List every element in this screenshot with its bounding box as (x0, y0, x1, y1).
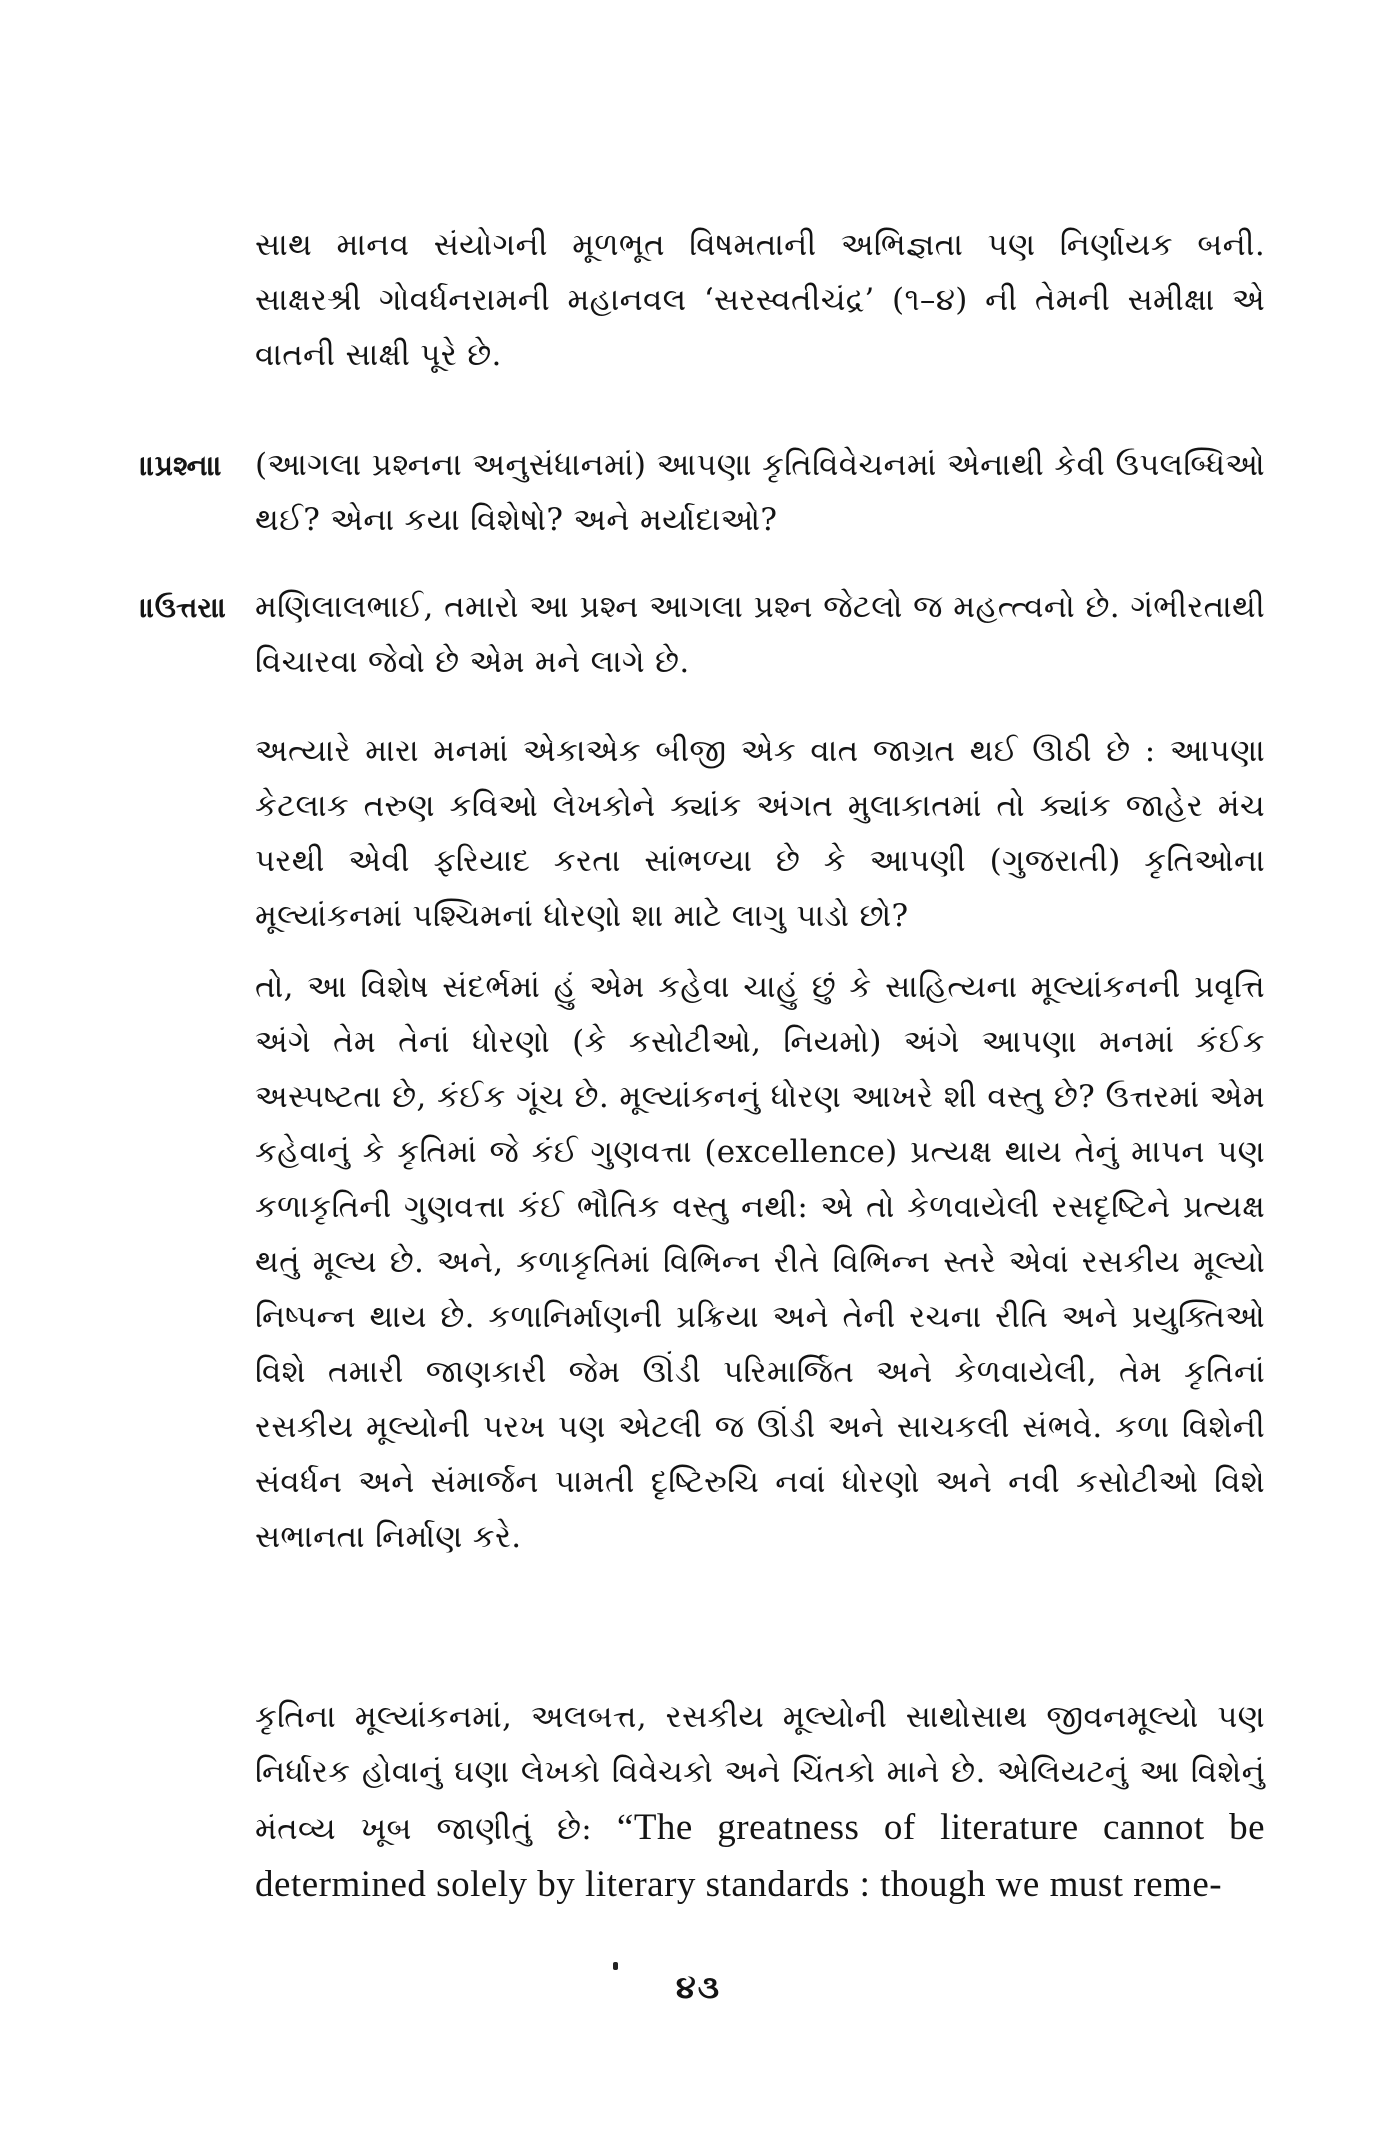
answer-paragraph: મણિલાલભાઈ, તમારો આ પ્રશ્ન આગલા પ્રશ્ન જેટલો જ મહત્ત્વનો છે. ગંભીરતાથી વિચારવા જેવો છે એમ મને લાગે છે. (255, 589, 1265, 680)
paragraph-5 (255, 1690, 1265, 1914)
paragraph-5-gujarati: કૃતિના મૂલ્યાંકનમાં, અલબત્ત, રસકીય મૂલ્યોની સાથોસાથ જીવનમૂલ્યો પણ નિર્ધારક હોવાનું ઘણા લેખકો વિવેચકો અને ચિંતકો માને છે. એલિયટનું આ વિશેનું મંતવ્ય ખૂબ જાણીતું છે: (255, 1699, 1265, 1847)
page-number: ૪૩ (675, 1968, 722, 2006)
paragraph-3: અત્યારે મારા મનમાં એકાએક બીજી એક વાત જાગ્રત થઈ ઊઠી છે : આપણા કેટલાક તરુણ કવિઓ લેખકોને ક્યાંક અંગત મુલાકાતમાં તો ક્યાંક જાહેર મંચ પરથી એવી ફરિયાદ કરતા સાંભળ્યા છે કે આપણી (ગુજરાતી) કૃતિઓના મૂલ્યાંકનમાં પશ્ચિમનાં ધોરણો શા માટે લાગુ પાડો છો? (255, 733, 1265, 934)
paragraph-4: તો, આ વિશેષ સંદર્ભમાં હું એમ કહેવા ચાહું છું કે સાહિત્યના મૂલ્યાંકનની પ્રવૃત્તિ અંગે તેમ તેનાં ધોરણો (કે કસોટીઓ, નિયમો) અંગે આપણા મનમાં કંઈક અસ્પષ્ટતા છે, કંઈક ગૂંચ છે. મૂલ્યાંકનનું ધોરણ આખરે શી વસ્તુ છે? ઉત્તરમાં એમ કહેવાનું કે કૃતિમાં જે કંઈ ગુણવત્તા (excellence) પ્રત્યક્ષ થાય તેનું માપન પણ કળાકૃતિની ગુણવત્તા કંઈ ભૌતિક વસ્તુ નથી: એ તો કેળવાયેલી રસદૃષ્ટિને પ્રત્યક્ષ થતું મૂલ્ય છે. અને, કળાકૃતિમાં વિભિન્ન રીતે વિભિન્ન સ્તરે એવાં રસકીય મૂલ્યો નિષ્પન્ન થાય છે. કળાનિર્માણની પ્રક્રિયા અને તેની રચના રીતિ અને પ્રયુક્તિઓ વિશે તમારી જાણકારી જેમ ઊંડી પરિમાર્જિત અને કેળવાયેલી, તેમ કૃતિનાં રસકીય મૂલ્યોની પરખ પણ એટલી જ ઊંડી અને સાચકલી સંભવે. કળા વિશેની સંવર્ધન અને સંમાર્જન પામતી દૃષ્ટિરુચિ નવાં ધોરણો અને નવી કસોટીઓ વિશે સભાનતા નિર્માણ કરે. (255, 969, 1265, 1555)
question-paragraph: (આગલા પ્રશ્નના અનુસંધાનમાં) આપણા કૃતિવિવેચનમાં એનાથી કેવી ઉપલબ્ધિઓ થઈ? એના કયા વિશેષો? અને મર્યાદાઓ? (255, 447, 1265, 538)
eliot-quote: “The greatness of literature cannot be determined solely by literary standards : though we must reme- (255, 1807, 1266, 1905)
question-label: ॥પ્રશ્ન॥ (140, 449, 223, 482)
intro-paragraph: સાથ માનવ સંયોગની મૂળભૂત વિષમતાની અભિજ્ઞતા પણ નિર્ણાયક બની. સાક્ષરશ્રી ગોવર્ધનરામની મહાનવલ ‘સરસ્વતીચંદ્ર’ (૧–૪) ની તેમની સમીક્ષા એ વાતની સાક્ષી પૂરે છે. (255, 227, 1265, 373)
answer-label: ॥ઉત્તર॥ (140, 591, 227, 624)
